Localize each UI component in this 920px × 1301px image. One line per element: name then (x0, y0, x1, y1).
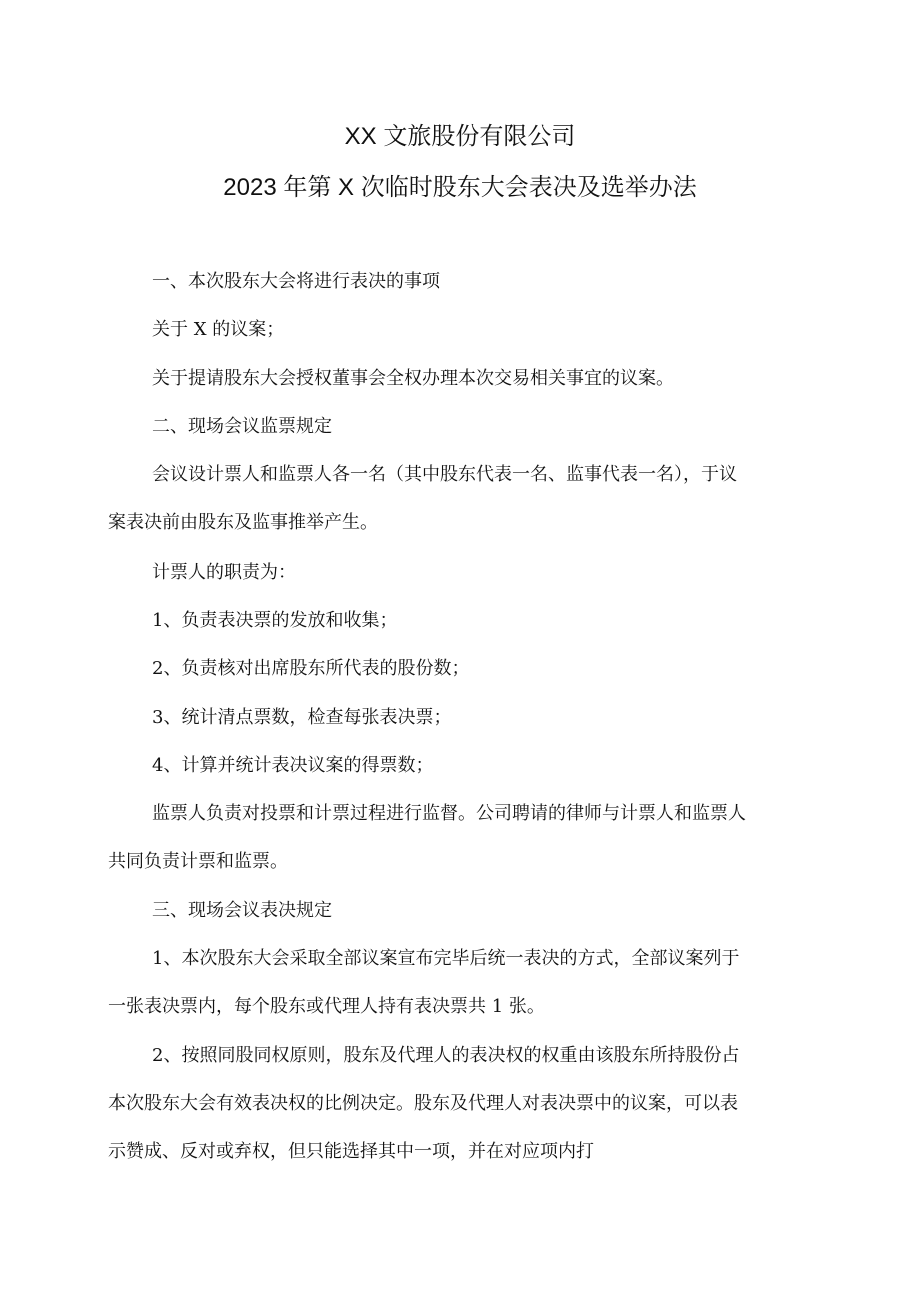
section-heading-3: 三、现场会议表决规定 (152, 900, 332, 921)
paragraph: 监票人负责对投票和计票过程进行监督。公司聘请的律师与计票人和监票人 共同负责计票和监票。 (108, 803, 746, 872)
section-heading-2: 二、现场会议监票规定 (152, 416, 332, 437)
company-name: XX 文旅股份有限公司 (344, 123, 576, 150)
paragraph: 2、按照同股同权原则，股东及代理人的表决权的权重由该股东所持股份占 本次股东大会有效表决权的比例决定。股东及代理人对表决票中的议案，可以表 示赞成、反对或弃权，但只能选择其中一项，并在对应项内打 (108, 1045, 740, 1162)
agenda-item: 关于 X 的议案； (152, 319, 285, 340)
paragraph: 计票人的职责为： (152, 562, 296, 583)
list-item: 3、统计清点票数，检查每张表决票； (152, 707, 452, 728)
document-title: 2023 年第 X 次临时股东大会表决及选举办法 (223, 174, 697, 201)
agenda-item: 关于提请股东大会授权董事会全权办理本次交易相关事宜的议案。 (152, 368, 674, 389)
paragraph: 1、本次股东大会采取全部议案宣布完毕后统一表决的方式，全部议案列于 一张表决票内，每个股东或代理人持有表决票共 1 张。 (108, 948, 740, 1017)
list-item: 4、计算并统计表决议案的得票数； (152, 755, 434, 776)
section-heading-1: 一、本次股东大会将进行表决的事项 (152, 271, 440, 292)
list-item: 2、负责核对出席股东所代表的股份数； (152, 658, 470, 679)
paragraph: 会议设计票人和监票人各一名（其中股东代表一名、监事代表一名），于议 案表决前由股东及监事推举产生。 (108, 464, 737, 533)
list-item: 1、负责表决票的发放和收集； (152, 610, 398, 631)
